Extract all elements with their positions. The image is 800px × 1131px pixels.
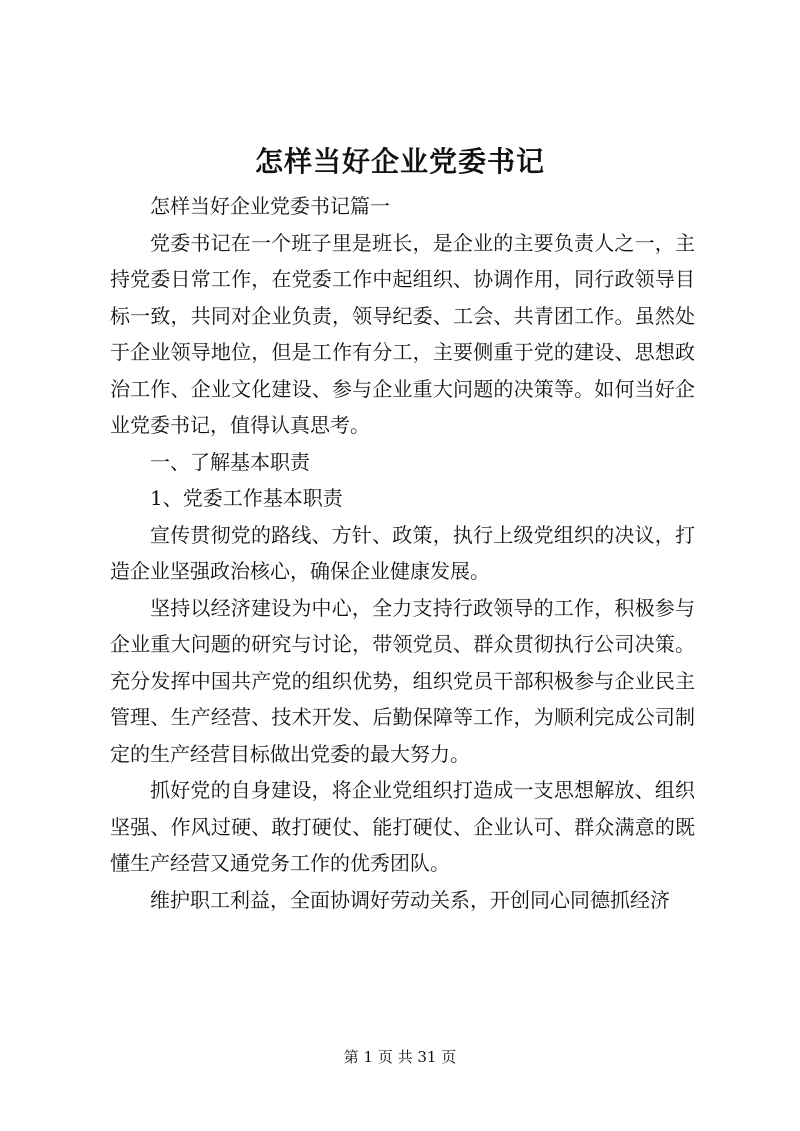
paragraph: 怎样当好企业党委书记篇一 <box>150 194 390 218</box>
subsection-heading: 1、党委工作基本职责 <box>150 486 343 510</box>
paragraph: 维护职工利益，全面协调好劳动关系，开创同心同德抓经济 <box>150 887 670 912</box>
document-title: 怎样当好企业党委书记 <box>254 145 545 178</box>
paragraph: 坚持以经济建设为中心，全力支持行政领导的工作，积极参与企业重大问题的研究与讨论，带领党员、群众贯彻执行公司决策。充分发挥中国共产党的组织优势，组织党员干部积极参与企业民主管理、生产经营、技术开发、后勤保障等工作，为顺利完成公司制定的生产经营目标做出党委的最大努力。 <box>110 595 695 766</box>
section-heading: 一、了解基本职责 <box>150 449 310 474</box>
paragraph: 党委书记在一个班子里是班长，是企业的主要负责人之一，主持党委日常工作，在党委工作中起组织、协调作用，同行政领导目标一致，共同对企业负责，领导纪委、工会、共青团工作。虽然处于企业领导地位，但是工作有分工，主要侧重于党的建设、思想政治工作、企业文化建设、参与企业重大问题的决策等。如何当好企业党委书记，值得认真思考。 <box>110 230 695 437</box>
paragraph: 宣传贯彻党的路线、方针、政策，执行上级党组织的决议，打造企业坚强政治核心，确保企业健康发展。 <box>110 522 695 583</box>
document-body <box>110 188 695 918</box>
page-footer: 第 1 页 共 31 页 <box>343 1048 457 1066</box>
paragraph: 抓好党的自身建设，将企业党组织打造成一支思想解放、组织坚强、作风过硬、敢打硬仗、能打硬仗、企业认可、群众满意的既懂生产经营又通党务工作的优秀团队。 <box>110 778 695 875</box>
